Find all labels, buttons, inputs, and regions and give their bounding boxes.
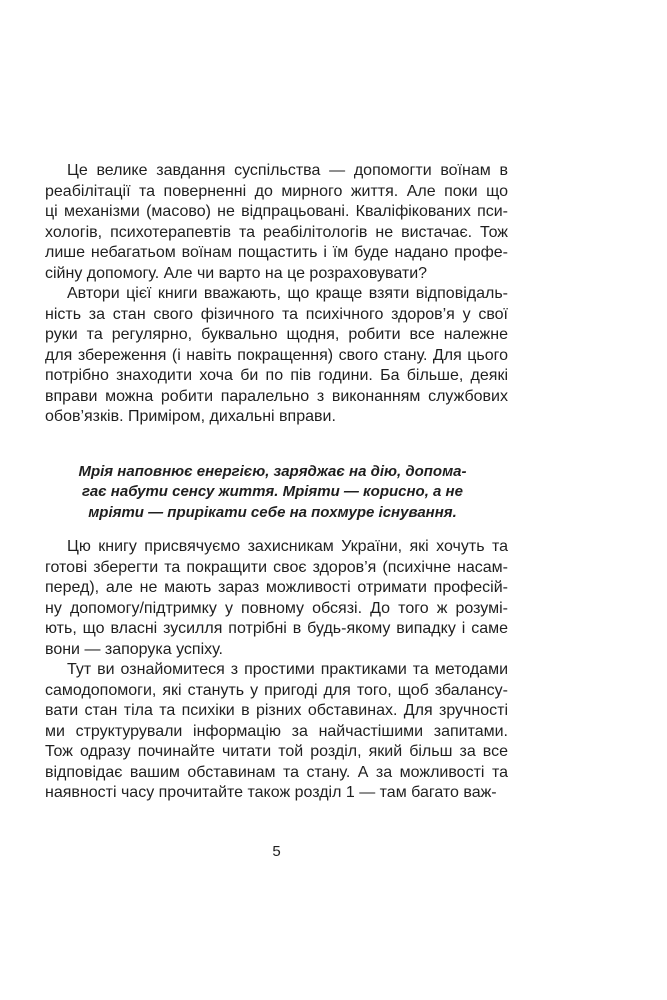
text-line: хологів, психотерапевтів та реабілітологів не вистачає. Тож	[45, 223, 508, 241]
text-line: самодопомоги, які стануть у пригоді для того, щоб збалансу-	[45, 681, 508, 699]
quote-line: гає набути сенсу життя. Мріяти — корисно, а не	[82, 483, 463, 500]
text-line: ну допомогу/підтримку у повному обсязі. До того ж розумі-	[45, 599, 508, 617]
text-line: Автори цієї книги вважають, що краще взяти відповідаль-	[67, 285, 508, 302]
text-line: Тут ви ознайомитеся з простими практиками та методами	[67, 661, 508, 678]
text-line: ми структурували інформацію за найчастішими запитами.	[45, 722, 508, 740]
text-line: руки та регулярно, буквально щодня, робити все належне	[45, 326, 508, 343]
text-line: для збереження (і навіть покращення) свого стану. Для цього	[45, 346, 508, 364]
text-line: готові зберегти та покращити своє здоров’я (психічне насам-	[45, 558, 508, 576]
text-line: перед), але не мають зараз можливості отримати професій-	[45, 579, 508, 596]
text-line: вправи можна робити паралельно з виконанням службових	[45, 387, 508, 405]
page-number: 5	[272, 843, 281, 860]
page-text	[45, 161, 508, 804]
quote-line: Мрія наповнює енергією, заряджає на дію, допома-	[78, 462, 467, 480]
text-line: реабілітації та поверненні до мирного життя. Але поки що	[45, 182, 508, 200]
text-line: ці механізми (масово) не відпрацьовані. Кваліфікованих пси-	[45, 203, 508, 220]
paragraph	[45, 161, 508, 284]
paragraph	[45, 660, 508, 804]
text-line: Це велике завдання суспільства — допомогти воїнам в	[67, 162, 508, 179]
text-line: Цю книгу присвячуємо захисникам України, які хочуть та	[67, 538, 508, 555]
text-line: лише небагатьом воїнам пощастить і їм буде надано профе-	[45, 244, 508, 261]
quote-line: мріяти — прирікати себе на похмуре існування.	[88, 503, 457, 521]
text-line: сійну допомогу. Але чи варто на це розраховувати?	[45, 264, 428, 282]
text-line: потрібно знаходити хоча би по пів години. Ба більше, деякі	[45, 367, 508, 384]
text-line: відповідає вашим обставинам та стану. А за можливості та	[45, 763, 508, 781]
paragraph	[45, 284, 508, 428]
text-line: Тож одразу починайте читати той розділ, який більш за все	[45, 743, 508, 760]
text-line: наявності часу прочитайте також розділ 1 — там багато важ-	[45, 784, 497, 801]
text-line: вони — запорука успіху.	[45, 640, 223, 658]
paragraph	[45, 537, 508, 660]
text-line: ність за стан свого фізичного та психічного здоров’я у свої	[45, 305, 508, 323]
text-line: ють, що власні зусилля потрібні в будь-якому випадку і саме	[45, 620, 508, 637]
quote-block	[70, 462, 475, 524]
text-line: обов’язків. Приміром, дихальні вправи.	[45, 408, 336, 425]
text-line: вати стан тіла та психіки в різних обставинах. Для зручності	[45, 702, 508, 719]
